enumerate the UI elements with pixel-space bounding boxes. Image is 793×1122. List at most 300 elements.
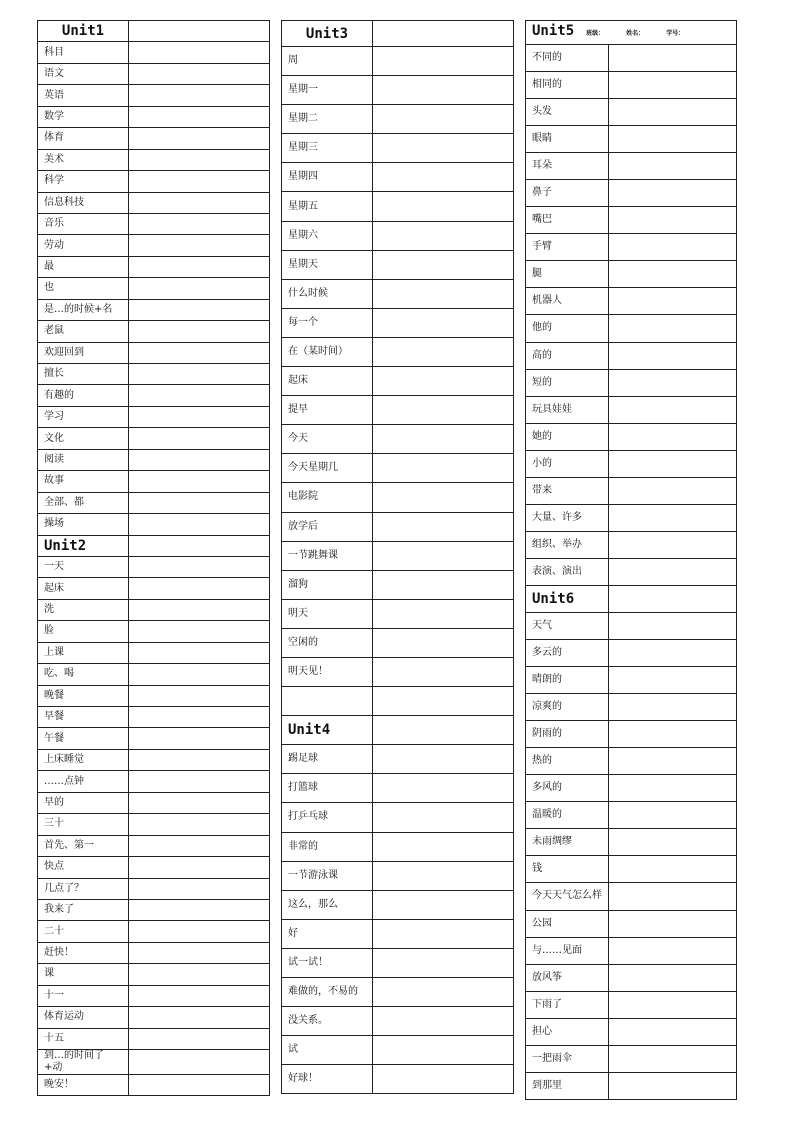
vocab-row xyxy=(526,45,737,72)
answer-cell[interactable] xyxy=(373,919,514,948)
word-label: 明天 xyxy=(288,607,308,619)
answer-cell[interactable] xyxy=(609,883,737,910)
answer-cell[interactable] xyxy=(609,991,737,1018)
answer-cell[interactable] xyxy=(129,878,270,899)
word-label: 手臂 xyxy=(532,241,552,253)
vocab-row xyxy=(526,288,737,315)
word-cell xyxy=(282,221,373,250)
answer-cell[interactable] xyxy=(609,694,737,721)
word-cell xyxy=(38,599,129,620)
answer-cell[interactable] xyxy=(373,861,514,890)
word-label: 放风筝 xyxy=(532,971,562,983)
answer-cell[interactable] xyxy=(129,449,270,470)
vocab-row xyxy=(38,514,270,535)
answer-cell[interactable] xyxy=(129,535,270,556)
vocab-row xyxy=(526,1072,737,1099)
vocab-row xyxy=(526,234,737,261)
word-cell xyxy=(282,978,373,1007)
vocab-row xyxy=(526,531,737,558)
vocab-row xyxy=(38,771,270,792)
vocab-row xyxy=(526,640,737,667)
word-label: 嘴巴 xyxy=(532,214,552,226)
word-cell xyxy=(526,748,609,775)
answer-cell[interactable] xyxy=(373,221,514,250)
word-cell xyxy=(526,126,609,153)
unit-header-row xyxy=(38,21,270,42)
word-label: 腿 xyxy=(532,268,542,280)
word-label: 他的 xyxy=(532,322,552,334)
answer-cell[interactable] xyxy=(373,978,514,1007)
answer-cell[interactable] xyxy=(373,250,514,279)
word-cell xyxy=(282,599,373,628)
word-label: 凉爽的 xyxy=(532,701,562,713)
answer-cell[interactable] xyxy=(129,514,270,535)
word-label: 公园 xyxy=(532,917,552,929)
answer-cell[interactable] xyxy=(609,640,737,667)
answer-cell[interactable] xyxy=(129,63,270,84)
word-label: 放学后 xyxy=(288,520,318,532)
answer-cell[interactable] xyxy=(373,628,514,657)
answer-cell[interactable] xyxy=(373,279,514,308)
word-label: 星期四 xyxy=(288,171,318,183)
vocab-row xyxy=(526,396,737,423)
answer-cell[interactable] xyxy=(373,890,514,919)
unit-title xyxy=(282,716,373,745)
word-cell xyxy=(282,1007,373,1036)
word-label: 星期三 xyxy=(288,142,318,154)
vocab-row xyxy=(38,1075,270,1096)
word-cell xyxy=(38,406,129,427)
answer-cell[interactable] xyxy=(129,321,270,342)
answer-cell[interactable] xyxy=(373,570,514,599)
word-label: 组织、举办 xyxy=(532,538,582,550)
word-label: 打篮球 xyxy=(288,782,318,794)
word-label: 十一 xyxy=(44,989,64,1001)
answer-cell[interactable] xyxy=(609,396,737,423)
answer-cell[interactable] xyxy=(373,47,514,76)
word-label: 非常的 xyxy=(288,840,318,852)
answer-cell[interactable] xyxy=(129,857,270,878)
answer-cell[interactable] xyxy=(129,642,270,663)
answer-cell[interactable] xyxy=(129,21,270,42)
word-label: 擅长 xyxy=(44,368,64,380)
vocab-row xyxy=(38,128,270,149)
word-label: 吃、喝 xyxy=(44,668,74,680)
word-label: 最 xyxy=(44,261,54,273)
answer-cell[interactable] xyxy=(609,477,737,504)
word-cell xyxy=(282,425,373,454)
unit-title-text: Unit4 xyxy=(288,722,331,739)
answer-cell[interactable] xyxy=(609,207,737,234)
answer-cell[interactable] xyxy=(373,1065,514,1094)
vocab-row xyxy=(38,578,270,599)
vocab-row xyxy=(282,512,514,541)
answer-cell[interactable] xyxy=(609,558,737,585)
word-label: 文化 xyxy=(44,432,64,444)
answer-cell[interactable] xyxy=(129,728,270,749)
word-cell xyxy=(526,910,609,937)
word-label: 今天 xyxy=(288,433,308,445)
answer-cell[interactable] xyxy=(129,1007,270,1028)
vocab-row xyxy=(282,687,514,716)
word-label: 首先、第一 xyxy=(44,839,94,851)
answer-cell[interactable] xyxy=(129,578,270,599)
vocab-row xyxy=(38,149,270,170)
word-cell xyxy=(526,153,609,180)
vocab-row xyxy=(282,919,514,948)
word-label: 温暖的 xyxy=(532,809,562,821)
word-label: 课 xyxy=(44,968,54,980)
word-label: 到…的时间了+动 xyxy=(44,1050,104,1073)
answer-cell[interactable] xyxy=(129,385,270,406)
word-cell xyxy=(526,694,609,721)
answer-cell[interactable] xyxy=(609,72,737,99)
meta-id-label: 学号： xyxy=(666,30,685,37)
answer-cell[interactable] xyxy=(373,454,514,483)
vocab-row xyxy=(526,612,737,639)
student-info-labels xyxy=(586,30,684,37)
answer-cell[interactable] xyxy=(373,745,514,774)
answer-cell[interactable] xyxy=(129,342,270,363)
answer-cell[interactable] xyxy=(609,315,737,342)
answer-cell[interactable] xyxy=(373,134,514,163)
answer-cell[interactable] xyxy=(129,106,270,127)
answer-cell[interactable] xyxy=(373,774,514,803)
answer-cell[interactable] xyxy=(373,657,514,686)
word-cell xyxy=(38,707,129,728)
vocab-row xyxy=(38,449,270,470)
word-cell xyxy=(526,450,609,477)
vocab-row xyxy=(282,76,514,105)
word-cell xyxy=(38,985,129,1006)
word-cell xyxy=(38,1028,129,1049)
answer-cell[interactable] xyxy=(373,716,514,745)
answer-cell[interactable] xyxy=(129,599,270,620)
answer-cell[interactable] xyxy=(129,792,270,813)
word-label: 星期六 xyxy=(288,229,318,241)
vocab-row xyxy=(526,72,737,99)
answer-cell[interactable] xyxy=(129,771,270,792)
answer-cell[interactable] xyxy=(609,288,737,315)
answer-cell[interactable] xyxy=(129,192,270,213)
answer-cell[interactable] xyxy=(373,425,514,454)
answer-cell[interactable] xyxy=(373,512,514,541)
word-cell xyxy=(282,396,373,425)
answer-cell[interactable] xyxy=(609,450,737,477)
vocab-row xyxy=(282,774,514,803)
vocab-row xyxy=(282,628,514,657)
answer-cell[interactable] xyxy=(129,278,270,299)
vocab-row xyxy=(526,342,737,369)
answer-cell[interactable] xyxy=(609,342,737,369)
word-cell xyxy=(526,531,609,558)
answer-cell[interactable] xyxy=(373,832,514,861)
answer-cell[interactable] xyxy=(129,492,270,513)
word-label: 一天 xyxy=(44,561,64,573)
vocab-row xyxy=(526,558,737,585)
word-label: 脸 xyxy=(44,625,54,637)
word-cell xyxy=(38,814,129,835)
answer-cell[interactable] xyxy=(129,471,270,492)
answer-cell[interactable] xyxy=(373,105,514,134)
word-label: 起床 xyxy=(44,582,64,594)
word-cell xyxy=(38,471,129,492)
answer-cell[interactable] xyxy=(609,910,737,937)
answer-cell[interactable] xyxy=(373,396,514,425)
answer-cell[interactable] xyxy=(129,299,270,320)
word-cell xyxy=(38,899,129,920)
word-label: 电影院 xyxy=(288,491,318,503)
unit-title xyxy=(38,21,129,42)
word-label: 周 xyxy=(288,55,298,67)
vocab-row xyxy=(38,728,270,749)
answer-cell[interactable] xyxy=(373,76,514,105)
word-label: 语文 xyxy=(44,68,64,80)
answer-cell[interactable] xyxy=(373,541,514,570)
word-cell xyxy=(526,991,609,1018)
answer-cell[interactable] xyxy=(129,1050,270,1075)
answer-cell[interactable] xyxy=(129,556,270,577)
vocab-row xyxy=(38,749,270,770)
answer-cell[interactable] xyxy=(609,1045,737,1072)
answer-cell[interactable] xyxy=(129,985,270,1006)
unit-title-text: Unit2 xyxy=(44,537,87,554)
answer-cell[interactable] xyxy=(373,948,514,977)
word-cell xyxy=(38,385,129,406)
unit-header-row xyxy=(38,535,270,556)
answer-cell[interactable] xyxy=(129,406,270,427)
answer-cell[interactable] xyxy=(609,180,737,207)
answer-cell[interactable] xyxy=(129,85,270,106)
answer-cell[interactable] xyxy=(609,99,737,126)
answer-cell[interactable] xyxy=(129,42,270,63)
word-cell xyxy=(38,364,129,385)
answer-cell[interactable] xyxy=(609,234,737,261)
answer-cell[interactable] xyxy=(609,261,737,288)
answer-cell[interactable] xyxy=(373,599,514,628)
word-label: 眼睛 xyxy=(532,133,552,145)
answer-cell[interactable] xyxy=(129,685,270,706)
vocab-column-3 xyxy=(525,20,737,1100)
word-cell xyxy=(38,621,129,642)
word-label: 明天见！ xyxy=(288,666,328,678)
word-label: 老鼠 xyxy=(44,325,64,337)
word-label: 一节跳舞课 xyxy=(288,549,338,561)
vocab-row xyxy=(282,483,514,512)
word-label: 一把雨伞 xyxy=(532,1052,572,1064)
word-label: 一节游泳课 xyxy=(288,869,338,881)
answer-cell[interactable] xyxy=(129,1075,270,1096)
word-label: 头发 xyxy=(532,106,552,118)
answer-cell[interactable] xyxy=(129,835,270,856)
word-cell xyxy=(282,512,373,541)
word-cell xyxy=(526,369,609,396)
answer-cell[interactable] xyxy=(129,235,270,256)
word-label: 科学 xyxy=(44,175,64,187)
vocab-row xyxy=(282,425,514,454)
word-label: 鼻子 xyxy=(532,187,552,199)
answer-cell[interactable] xyxy=(609,153,737,180)
word-label: 赶快！ xyxy=(44,947,74,959)
word-label: 也 xyxy=(44,282,54,294)
word-label: 高的 xyxy=(532,349,552,361)
vocab-row xyxy=(526,883,737,910)
answer-cell[interactable] xyxy=(609,369,737,396)
answer-cell[interactable] xyxy=(609,612,737,639)
word-cell xyxy=(282,861,373,890)
answer-cell[interactable] xyxy=(609,667,737,694)
answer-cell[interactable] xyxy=(373,163,514,192)
word-label: 音乐 xyxy=(44,218,64,230)
unit-title xyxy=(526,21,737,45)
word-label: 带来 xyxy=(532,484,552,496)
vocab-row xyxy=(38,492,270,513)
word-cell xyxy=(526,99,609,126)
word-label: 英语 xyxy=(44,89,64,101)
answer-cell[interactable] xyxy=(129,921,270,942)
answer-cell[interactable] xyxy=(609,937,737,964)
answer-cell[interactable] xyxy=(609,531,737,558)
word-cell xyxy=(38,792,129,813)
vocab-row xyxy=(38,256,270,277)
answer-cell[interactable] xyxy=(609,775,737,802)
word-label: 短的 xyxy=(532,376,552,388)
word-cell xyxy=(38,578,129,599)
word-cell xyxy=(526,342,609,369)
vocab-row xyxy=(526,423,737,450)
unit-title-text: Unit5 xyxy=(532,23,575,39)
word-cell xyxy=(282,279,373,308)
answer-cell[interactable] xyxy=(129,707,270,728)
vocab-column-2 xyxy=(281,20,514,1094)
word-label: 踢足球 xyxy=(288,753,318,765)
answer-cell[interactable] xyxy=(609,856,737,883)
answer-cell[interactable] xyxy=(609,126,737,153)
answer-cell[interactable] xyxy=(129,964,270,985)
word-cell xyxy=(38,42,129,63)
answer-cell[interactable] xyxy=(609,45,737,72)
word-label: 玩具娃娃 xyxy=(532,403,572,415)
word-cell xyxy=(38,514,129,535)
answer-cell[interactable] xyxy=(373,337,514,366)
word-label: 什么时候 xyxy=(288,287,328,299)
word-cell xyxy=(38,149,129,170)
word-cell xyxy=(38,213,129,234)
word-label: 上课 xyxy=(44,646,64,658)
answer-cell[interactable] xyxy=(129,664,270,685)
vocab-row xyxy=(526,1018,737,1045)
word-cell xyxy=(526,883,609,910)
word-cell xyxy=(526,234,609,261)
answer-cell[interactable] xyxy=(129,899,270,920)
answer-cell[interactable] xyxy=(129,171,270,192)
vocab-row xyxy=(38,621,270,642)
word-cell xyxy=(38,1075,129,1096)
word-label: 晚安！ xyxy=(44,1079,74,1091)
word-cell xyxy=(282,803,373,832)
word-label: 担心 xyxy=(532,1025,552,1037)
vocab-row xyxy=(38,235,270,256)
answer-cell[interactable] xyxy=(609,585,737,612)
vocab-row xyxy=(282,396,514,425)
answer-cell[interactable] xyxy=(609,721,737,748)
word-label: 晚餐 xyxy=(44,689,64,701)
answer-cell[interactable] xyxy=(609,504,737,531)
word-label: 上床睡觉 xyxy=(44,754,84,766)
answer-cell[interactable] xyxy=(129,256,270,277)
answer-cell[interactable] xyxy=(609,1072,737,1099)
answer-cell[interactable] xyxy=(373,1036,514,1065)
word-cell xyxy=(526,477,609,504)
vocab-row xyxy=(526,180,737,207)
word-label: 十五 xyxy=(44,1032,64,1044)
vocab-row xyxy=(526,504,737,531)
word-cell xyxy=(38,235,129,256)
answer-cell[interactable] xyxy=(373,483,514,512)
answer-cell[interactable] xyxy=(129,213,270,234)
vocab-row xyxy=(38,471,270,492)
word-cell xyxy=(38,685,129,706)
vocab-row xyxy=(526,207,737,234)
vocab-row xyxy=(38,1028,270,1049)
word-cell xyxy=(282,47,373,76)
word-label: 操场 xyxy=(44,518,64,530)
answer-cell[interactable] xyxy=(129,749,270,770)
word-cell xyxy=(282,483,373,512)
answer-cell[interactable] xyxy=(129,128,270,149)
answer-cell[interactable] xyxy=(129,1028,270,1049)
answer-cell[interactable] xyxy=(609,964,737,991)
answer-cell[interactable] xyxy=(609,1018,737,1045)
answer-cell[interactable] xyxy=(609,829,737,856)
word-cell xyxy=(38,128,129,149)
answer-cell[interactable] xyxy=(129,428,270,449)
answer-cell[interactable] xyxy=(373,21,514,47)
vocab-row xyxy=(282,221,514,250)
word-label: 与……见面 xyxy=(532,944,582,956)
answer-cell[interactable] xyxy=(129,814,270,835)
answer-cell[interactable] xyxy=(609,423,737,450)
word-label: 提早 xyxy=(288,404,308,416)
word-cell xyxy=(526,802,609,829)
answer-cell[interactable] xyxy=(609,802,737,829)
answer-cell[interactable] xyxy=(373,367,514,396)
word-label: 早的 xyxy=(44,796,64,808)
answer-cell[interactable] xyxy=(609,748,737,775)
word-label: 科目 xyxy=(44,46,64,58)
answer-cell[interactable] xyxy=(129,621,270,642)
answer-cell[interactable] xyxy=(129,364,270,385)
vocab-row xyxy=(38,1050,270,1075)
word-cell xyxy=(526,856,609,883)
word-cell xyxy=(38,342,129,363)
answer-cell[interactable] xyxy=(129,149,270,170)
vocab-row xyxy=(282,454,514,483)
answer-cell[interactable] xyxy=(373,1007,514,1036)
answer-cell[interactable] xyxy=(373,803,514,832)
answer-cell[interactable] xyxy=(373,192,514,221)
word-cell xyxy=(38,749,129,770)
word-cell xyxy=(526,180,609,207)
unit-title xyxy=(526,585,609,612)
word-label: 相同的 xyxy=(532,79,562,91)
answer-cell[interactable] xyxy=(373,308,514,337)
answer-cell[interactable] xyxy=(129,942,270,963)
answer-cell[interactable] xyxy=(373,687,514,716)
word-cell xyxy=(282,832,373,861)
vocab-row xyxy=(282,250,514,279)
word-label: 在（某时间） xyxy=(288,345,348,357)
